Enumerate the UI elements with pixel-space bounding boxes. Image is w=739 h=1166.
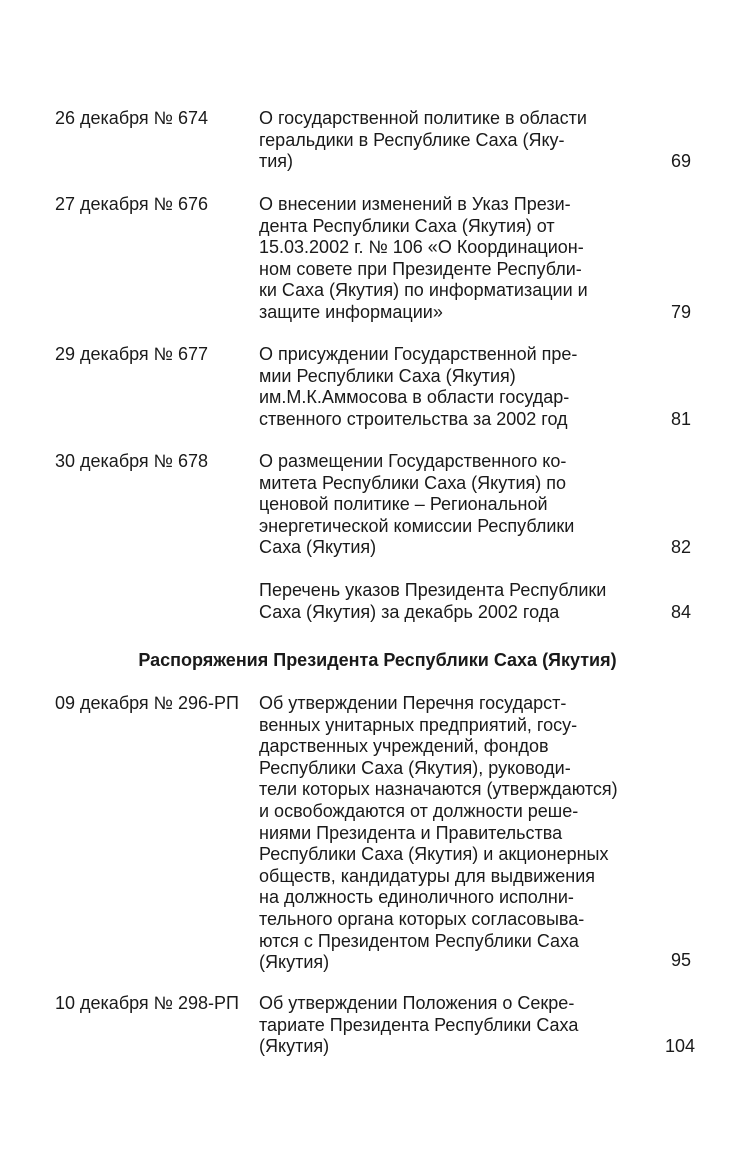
title-line: тариате Президента Республики Саха bbox=[259, 1014, 579, 1035]
page-number: 82 bbox=[670, 537, 691, 557]
title-line: митета Республики Саха (Якутия) по bbox=[259, 472, 566, 493]
title-line: геральдики в Республике Саха (Яку- bbox=[259, 129, 565, 150]
decree-date: 26 декабря № 674 bbox=[55, 108, 209, 128]
decree-title bbox=[259, 108, 669, 173]
title-line: тели которых назначаются (утверждаются) bbox=[259, 779, 618, 800]
title-line: Саха (Якутия) bbox=[259, 537, 377, 558]
decree-date: 27 декабря № 676 bbox=[55, 194, 209, 214]
title-line: ственного строительства за 2002 год bbox=[259, 408, 568, 429]
page-number: 79 bbox=[670, 302, 691, 322]
decree-date: 29 декабря № 677 bbox=[55, 344, 209, 364]
title-line: мии Республики Саха (Якутия) bbox=[259, 365, 516, 386]
title-line: на должность единоличного исполни- bbox=[259, 887, 574, 908]
order-date: 10 декабря № 298-РП bbox=[55, 993, 239, 1013]
decree-title bbox=[259, 194, 669, 324]
order-title bbox=[259, 993, 669, 1058]
title-line: венных унитарных предприятий, госу- bbox=[259, 714, 578, 735]
page-number: 69 bbox=[670, 151, 691, 171]
title-line: ном совете при Президенте Республи- bbox=[259, 258, 582, 279]
decree-title bbox=[259, 580, 669, 623]
title-line: дарственных учреждений, фондов bbox=[259, 736, 549, 757]
title-line: Республики Саха (Якутия), руководи- bbox=[259, 757, 571, 778]
title-line: О размещении Государственного ко- bbox=[259, 451, 567, 471]
title-line: защите информации» bbox=[259, 301, 443, 322]
title-line: обществ, кандидатуры для выдвижения bbox=[259, 865, 596, 886]
title-line: 15.03.2002 г. № 106 «О Координацион- bbox=[259, 237, 584, 258]
section-heading: Распоряжения Президента Республики Саха (Якутия) bbox=[138, 650, 617, 670]
order-title bbox=[259, 693, 669, 974]
title-line: дента Республики Саха (Якутия) от bbox=[259, 215, 555, 236]
title-line: им.М.К.Аммосова в области государ- bbox=[259, 387, 570, 408]
decree-date: 30 декабря № 678 bbox=[55, 451, 209, 471]
title-line: Республики Саха (Якутия) и акционерных bbox=[259, 844, 609, 865]
title-line: (Якутия) bbox=[259, 1036, 330, 1057]
title-line: тия) bbox=[259, 151, 294, 172]
title-line: О присуждении Государственной пре- bbox=[259, 344, 578, 364]
page-number: 104 bbox=[664, 1036, 695, 1056]
title-line: О государственной политике в области bbox=[259, 108, 587, 128]
title-line: Об утверждении Положения о Секре- bbox=[259, 993, 575, 1013]
title-line: ниями Президента и Правительства bbox=[259, 822, 563, 843]
page-number: 81 bbox=[670, 409, 691, 429]
title-line: (Якутия) bbox=[259, 952, 330, 973]
decree-title bbox=[259, 451, 669, 559]
title-line: Перечень указов Президента Республики bbox=[259, 580, 607, 600]
title-line: ки Саха (Якутия) по информатизации и bbox=[259, 280, 588, 301]
decree-title bbox=[259, 344, 669, 430]
page-number: 84 bbox=[670, 602, 691, 622]
order-date: 09 декабря № 296-РП bbox=[55, 693, 239, 713]
title-line: О внесении изменений в Указ Прези- bbox=[259, 194, 571, 214]
title-line: тельного органа которых согласовыва- bbox=[259, 908, 585, 929]
title-line: Об утверждении Перечня государст- bbox=[259, 693, 567, 713]
title-line: энергетической комиссии Республики bbox=[259, 515, 575, 536]
title-line: ются с Президентом Республики Саха bbox=[259, 930, 579, 951]
title-line: ценовой политике – Региональной bbox=[259, 494, 548, 515]
page-number: 95 bbox=[670, 950, 691, 970]
title-line: Саха (Якутия) за декабрь 2002 года bbox=[259, 601, 560, 622]
title-line: и освобождаются от должности реше- bbox=[259, 800, 579, 821]
